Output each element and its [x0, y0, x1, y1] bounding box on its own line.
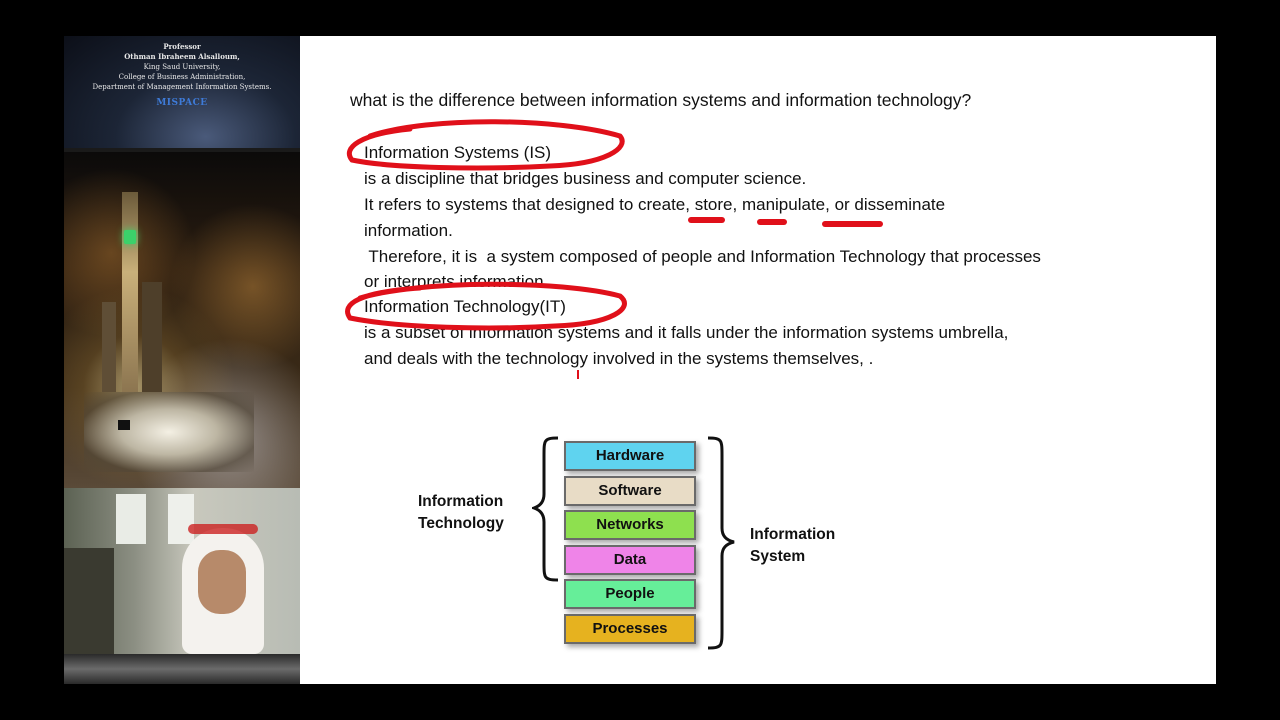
- presenter-panel: [64, 36, 300, 684]
- is-text-line: information.: [364, 221, 453, 240]
- presenter-face: [198, 550, 246, 614]
- building: [142, 282, 162, 392]
- credit-line: Professor: [163, 42, 201, 51]
- is-heading: Information Systems (IS): [364, 143, 552, 162]
- credit-line: Department of Management Information Systems.: [92, 83, 272, 91]
- building: [102, 302, 116, 392]
- headband: [188, 524, 258, 534]
- credit-line: King Saud University,: [143, 63, 221, 71]
- layer-hardware: Hardware: [564, 441, 696, 471]
- it-text-line: is a subset of information systems and it falls under the information systems umbrella,: [364, 323, 1009, 342]
- video-frame: [64, 36, 1216, 684]
- clock-face: [124, 230, 136, 244]
- label-text: Information System: [750, 526, 836, 565]
- layer-processes: Processes: [564, 614, 696, 644]
- clock-tower: [122, 192, 138, 392]
- label-information-technology: [418, 491, 514, 535]
- presenter-credit: [64, 36, 300, 148]
- it-heading: Information Technology(IT): [364, 297, 566, 316]
- layer-data: Data: [564, 545, 696, 575]
- label-text: Information Technology: [418, 493, 504, 532]
- label-information-system: [750, 524, 846, 568]
- slide-question: what is the difference between information systems and information technology?: [350, 90, 972, 110]
- channel-logo: MISPACE: [156, 98, 208, 108]
- image-strip: [64, 654, 300, 684]
- is-text-line: is a discipline that bridges business and computer science.: [364, 169, 807, 188]
- is-text-line: Therefore, it is a system composed of people and Information Technology that processes: [364, 247, 1041, 266]
- layer-people: People: [564, 579, 696, 609]
- webcam-feed: [64, 488, 300, 654]
- window: [116, 494, 146, 544]
- is-text-line: It refers to systems that designed to create, store, manipulate, or disseminate: [364, 195, 946, 214]
- right-brace: [704, 436, 738, 650]
- mosque-courtyard: [84, 392, 254, 472]
- credit-line: College of Business Administration,: [118, 73, 246, 81]
- layer-software: Software: [564, 476, 696, 506]
- is-text-line: or interprets information.: [364, 272, 549, 291]
- kaaba: [118, 420, 130, 430]
- window: [168, 494, 194, 544]
- left-brace: [532, 436, 562, 582]
- bookshelf: [64, 548, 114, 654]
- city-night-image: [64, 152, 300, 488]
- is-component-stack: [564, 441, 700, 649]
- it-text-line: and deals with the technology involved in the systems themselves, .: [364, 349, 874, 368]
- credit-line: Othman Ibraheem Alsalloum,: [124, 52, 240, 61]
- slide: [300, 36, 1216, 684]
- layer-networks: Networks: [564, 510, 696, 540]
